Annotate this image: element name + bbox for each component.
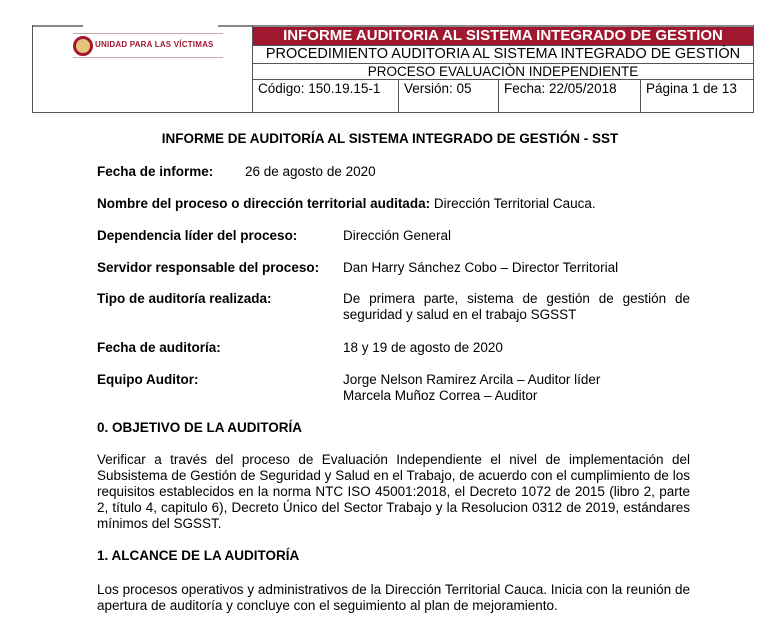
field-label: Tipo de auditoría realizada:: [97, 291, 272, 306]
field-label: Servidor responsable del proceso:: [97, 260, 320, 275]
logo: [33, 25, 253, 112]
field-value: Dirección General: [343, 228, 452, 243]
field-label: Dependencia líder del proceso:: [97, 228, 298, 243]
divider: [73, 57, 223, 58]
document-title: INFORME DE AUDITORÍA AL SISTEMA INTEGRADO DE GESTIÓN - SST: [161, 131, 619, 146]
header-date: Fecha: 22/05/2018: [499, 80, 641, 112]
header-procedure: PROCEDIMIENTO AUDITORIA AL SISTEMA INTEGRADO DE GESTIÓN: [253, 46, 753, 64]
field-value: Marcela Muñoz Correa – Auditor: [343, 388, 538, 403]
field-label: Fecha de informe:: [97, 164, 214, 179]
document-header-table: [32, 25, 754, 113]
section-paragraph: Los procesos operativos y administrativos de la Dirección Territorial Cauca. Inicia con la reunión de apertura de auditoría y concluye con el seguimiento al plan de mejoramiento.: [97, 582, 690, 613]
header-title: INFORME AUDITORIA AL SISTEMA INTEGRADO DE GESTION: [253, 27, 753, 46]
header-page: Página 1 de 13: [646, 81, 737, 96]
logo-text: UNIDAD PARA LAS VÍCTIMAS: [95, 40, 214, 49]
header-code: Código: 150.19.15-1: [253, 80, 399, 112]
field-label: Equipo Auditor:: [97, 372, 199, 387]
section-heading: 0. OBJETIVO DE LA AUDITORÍA: [97, 420, 303, 435]
divider: [73, 33, 223, 34]
field-row: [97, 196, 596, 211]
header-version: Versión: 05: [399, 80, 499, 112]
field-value: Dirección Territorial Cauca.: [433, 196, 596, 211]
field-value: 18 y 19 de agosto de 2020: [343, 340, 503, 355]
field-value: De primera parte, sistema de gestión de gestión de seguridad y salud en el trabajo SGSST: [343, 291, 690, 322]
field-label: Nombre del proceso o dirección territorial auditada:: [97, 196, 431, 211]
field-value: 26 de agosto de 2020: [245, 164, 376, 179]
header-process: PROCESO EVALUACIÒN INDEPENDIENTE: [253, 64, 753, 80]
coat-of-arms-icon: [73, 36, 93, 56]
field-label: Fecha de auditoría:: [97, 340, 221, 355]
field-value: Dan Harry Sánchez Cobo – Director Territorial: [343, 260, 619, 275]
field-value: Jorge Nelson Ramirez Arcila – Auditor líder: [343, 372, 601, 387]
section-paragraph: Verificar a través del proceso de Evaluación Independiente el nivel de implementación del Subsistema de Gestión de Seguridad y Salud en el Trabajo, de acuerdo con el cumplimiento de los requisitos establecidos en la norma NTC ISO 45001:2018, el Decreto 1072 de 2015 (libro 2, parte 2, título 4, capitulo 6), Decreto Único del Sector Trabajo y la Resolucion 0312 de 2019, estándares mínimos del SGSST.: [97, 452, 690, 531]
section-heading: 1. ALCANCE DE LA AUDITORÍA: [97, 548, 300, 563]
